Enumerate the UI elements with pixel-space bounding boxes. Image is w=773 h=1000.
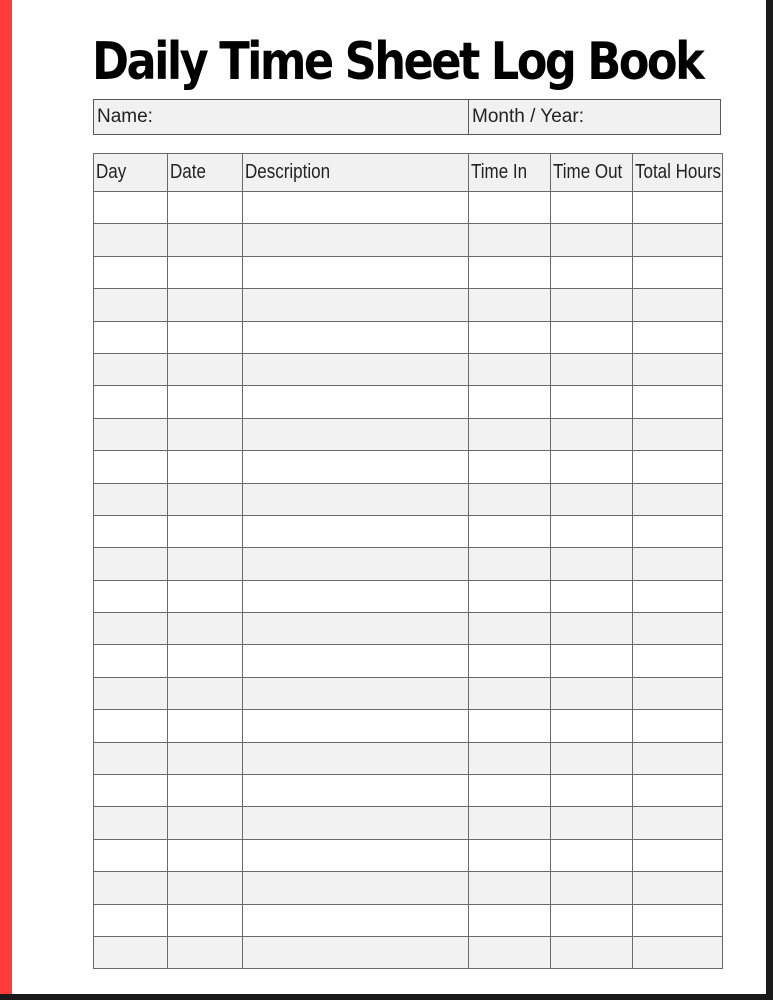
cell-day[interactable] bbox=[94, 353, 168, 385]
cell-total-hours[interactable] bbox=[633, 321, 723, 353]
cell-total-hours[interactable] bbox=[633, 807, 723, 839]
info-bar bbox=[93, 99, 721, 135]
name-label: Name: bbox=[97, 106, 153, 127]
cell-day[interactable] bbox=[94, 742, 168, 774]
cell-total-hours[interactable] bbox=[633, 645, 723, 677]
cell-total-hours[interactable] bbox=[633, 775, 723, 807]
cell-date[interactable] bbox=[168, 936, 243, 968]
cell-time-out[interactable] bbox=[551, 483, 633, 515]
cell-time-in[interactable] bbox=[469, 742, 551, 774]
cell-total-hours[interactable] bbox=[633, 613, 723, 645]
table-row bbox=[94, 353, 723, 385]
cell-description[interactable] bbox=[243, 775, 469, 807]
cell-time-out[interactable] bbox=[551, 936, 633, 968]
cell-time-out[interactable] bbox=[551, 548, 633, 580]
cell-time-in[interactable] bbox=[469, 839, 551, 871]
table-row bbox=[94, 483, 723, 515]
table-row bbox=[94, 645, 723, 677]
cell-description[interactable] bbox=[243, 548, 469, 580]
cell-time-out[interactable] bbox=[551, 904, 633, 936]
cell-day[interactable] bbox=[94, 548, 168, 580]
cell-time-out[interactable] bbox=[551, 353, 633, 385]
table-body bbox=[94, 192, 723, 969]
cell-time-out[interactable] bbox=[551, 289, 633, 321]
cell-date[interactable] bbox=[168, 807, 243, 839]
cell-day[interactable] bbox=[94, 224, 168, 256]
cell-total-hours[interactable] bbox=[633, 224, 723, 256]
cell-time-in[interactable] bbox=[469, 192, 551, 224]
cell-date[interactable] bbox=[168, 904, 243, 936]
cell-day[interactable] bbox=[94, 613, 168, 645]
cell-time-out[interactable] bbox=[551, 645, 633, 677]
cell-date[interactable] bbox=[168, 613, 243, 645]
cell-day[interactable] bbox=[94, 580, 168, 612]
cell-time-in[interactable] bbox=[469, 904, 551, 936]
cell-date[interactable] bbox=[168, 321, 243, 353]
cell-time-out[interactable] bbox=[551, 451, 633, 483]
cell-time-in[interactable] bbox=[469, 321, 551, 353]
table-row bbox=[94, 580, 723, 612]
table-row bbox=[94, 775, 723, 807]
cell-total-hours[interactable] bbox=[633, 904, 723, 936]
cell-day[interactable] bbox=[94, 872, 168, 904]
table-row bbox=[94, 710, 723, 742]
cell-date[interactable] bbox=[168, 256, 243, 288]
cell-total-hours[interactable] bbox=[633, 483, 723, 515]
cell-day[interactable] bbox=[94, 418, 168, 450]
cell-total-hours[interactable] bbox=[633, 386, 723, 418]
cell-total-hours[interactable] bbox=[633, 515, 723, 547]
cell-time-out[interactable] bbox=[551, 192, 633, 224]
cell-date[interactable] bbox=[168, 483, 243, 515]
cell-total-hours[interactable] bbox=[633, 839, 723, 871]
cell-day[interactable] bbox=[94, 321, 168, 353]
month-year-field[interactable] bbox=[469, 100, 720, 134]
cell-total-hours[interactable] bbox=[633, 353, 723, 385]
cell-day[interactable] bbox=[94, 775, 168, 807]
cell-date[interactable] bbox=[168, 645, 243, 677]
table-row bbox=[94, 256, 723, 288]
cell-time-in[interactable] bbox=[469, 483, 551, 515]
cell-date[interactable] bbox=[168, 710, 243, 742]
table-row bbox=[94, 742, 723, 774]
page-title: Daily Time Sheet Log Book bbox=[92, 32, 703, 92]
cell-description[interactable] bbox=[243, 192, 469, 224]
cell-date[interactable] bbox=[168, 677, 243, 709]
table-row bbox=[94, 807, 723, 839]
table-row bbox=[94, 677, 723, 709]
cell-day[interactable] bbox=[94, 904, 168, 936]
table-row bbox=[94, 613, 723, 645]
table-row bbox=[94, 904, 723, 936]
cell-description[interactable] bbox=[243, 224, 469, 256]
cell-date[interactable] bbox=[168, 580, 243, 612]
cell-time-out[interactable] bbox=[551, 613, 633, 645]
table-row bbox=[94, 386, 723, 418]
cell-time-out[interactable] bbox=[551, 742, 633, 774]
table-header-row bbox=[94, 154, 723, 192]
cell-time-out[interactable] bbox=[551, 224, 633, 256]
cell-date[interactable] bbox=[168, 515, 243, 547]
cell-date[interactable] bbox=[168, 386, 243, 418]
cell-time-out[interactable] bbox=[551, 839, 633, 871]
cell-description[interactable] bbox=[243, 515, 469, 547]
column-header-time-out: Time Out bbox=[551, 154, 633, 192]
cell-day[interactable] bbox=[94, 807, 168, 839]
cell-date[interactable] bbox=[168, 353, 243, 385]
cell-time-in[interactable] bbox=[469, 710, 551, 742]
cell-total-hours[interactable] bbox=[633, 451, 723, 483]
cell-time-in[interactable] bbox=[469, 451, 551, 483]
table-row bbox=[94, 548, 723, 580]
cell-time-out[interactable] bbox=[551, 872, 633, 904]
cell-day[interactable] bbox=[94, 936, 168, 968]
cell-time-out[interactable] bbox=[551, 386, 633, 418]
cell-total-hours[interactable] bbox=[633, 548, 723, 580]
month-year-label: Month / Year: bbox=[472, 106, 584, 127]
cell-description[interactable] bbox=[243, 677, 469, 709]
table-row bbox=[94, 192, 723, 224]
table-row bbox=[94, 515, 723, 547]
cell-description[interactable] bbox=[243, 451, 469, 483]
cell-date[interactable] bbox=[168, 451, 243, 483]
cell-day[interactable] bbox=[94, 515, 168, 547]
cell-total-hours[interactable] bbox=[633, 742, 723, 774]
cell-description[interactable] bbox=[243, 710, 469, 742]
cell-day[interactable] bbox=[94, 839, 168, 871]
table-row bbox=[94, 289, 723, 321]
cell-time-in[interactable] bbox=[469, 645, 551, 677]
cell-time-in[interactable] bbox=[469, 807, 551, 839]
table-row bbox=[94, 839, 723, 871]
cell-description[interactable] bbox=[243, 839, 469, 871]
cell-time-in[interactable] bbox=[469, 418, 551, 450]
cell-description[interactable] bbox=[243, 807, 469, 839]
cell-description[interactable] bbox=[243, 289, 469, 321]
cell-day[interactable] bbox=[94, 483, 168, 515]
cell-description[interactable] bbox=[243, 904, 469, 936]
column-header-description: Description bbox=[243, 154, 469, 192]
cell-description[interactable] bbox=[243, 645, 469, 677]
cell-total-hours[interactable] bbox=[633, 289, 723, 321]
cell-total-hours[interactable] bbox=[633, 710, 723, 742]
cell-day[interactable] bbox=[94, 451, 168, 483]
column-header-date: Date bbox=[168, 154, 243, 192]
cell-time-in[interactable] bbox=[469, 224, 551, 256]
cell-time-in[interactable] bbox=[469, 289, 551, 321]
cell-description[interactable] bbox=[243, 321, 469, 353]
table-row bbox=[94, 936, 723, 968]
cell-time-in[interactable] bbox=[469, 677, 551, 709]
cell-day[interactable] bbox=[94, 289, 168, 321]
cell-description[interactable] bbox=[243, 483, 469, 515]
column-header-day: Day bbox=[94, 154, 168, 192]
cell-date[interactable] bbox=[168, 418, 243, 450]
cell-time-out[interactable] bbox=[551, 677, 633, 709]
cell-date[interactable] bbox=[168, 872, 243, 904]
table-row bbox=[94, 872, 723, 904]
cell-time-out[interactable] bbox=[551, 515, 633, 547]
cell-time-out[interactable] bbox=[551, 418, 633, 450]
cell-total-hours[interactable] bbox=[633, 580, 723, 612]
cover-accent-strip bbox=[0, 0, 12, 994]
cell-time-out[interactable] bbox=[551, 807, 633, 839]
cell-date[interactable] bbox=[168, 775, 243, 807]
cell-time-out[interactable] bbox=[551, 710, 633, 742]
cell-description[interactable] bbox=[243, 742, 469, 774]
cell-description[interactable] bbox=[243, 353, 469, 385]
cell-day[interactable] bbox=[94, 677, 168, 709]
cell-total-hours[interactable] bbox=[633, 872, 723, 904]
cell-description[interactable] bbox=[243, 936, 469, 968]
cell-day[interactable] bbox=[94, 710, 168, 742]
cell-date[interactable] bbox=[168, 548, 243, 580]
time-log-table bbox=[93, 153, 723, 969]
cell-time-in[interactable] bbox=[469, 936, 551, 968]
cell-time-in[interactable] bbox=[469, 580, 551, 612]
name-field[interactable] bbox=[94, 100, 469, 134]
cell-day[interactable] bbox=[94, 386, 168, 418]
cell-time-out[interactable] bbox=[551, 775, 633, 807]
cell-day[interactable] bbox=[94, 256, 168, 288]
cell-time-out[interactable] bbox=[551, 321, 633, 353]
cell-time-in[interactable] bbox=[469, 775, 551, 807]
cell-day[interactable] bbox=[94, 645, 168, 677]
cell-description[interactable] bbox=[243, 580, 469, 612]
cell-time-out[interactable] bbox=[551, 580, 633, 612]
cell-time-in[interactable] bbox=[469, 515, 551, 547]
cell-description[interactable] bbox=[243, 613, 469, 645]
cell-date[interactable] bbox=[168, 839, 243, 871]
column-header-total-hours: Total Hours bbox=[633, 154, 723, 192]
cell-time-in[interactable] bbox=[469, 548, 551, 580]
cell-time-in[interactable] bbox=[469, 256, 551, 288]
cell-time-out[interactable] bbox=[551, 256, 633, 288]
cell-date[interactable] bbox=[168, 742, 243, 774]
cell-description[interactable] bbox=[243, 872, 469, 904]
cell-total-hours[interactable] bbox=[633, 677, 723, 709]
cell-date[interactable] bbox=[168, 224, 243, 256]
cell-time-in[interactable] bbox=[469, 353, 551, 385]
cell-description[interactable] bbox=[243, 256, 469, 288]
cell-day[interactable] bbox=[94, 192, 168, 224]
cell-time-in[interactable] bbox=[469, 872, 551, 904]
table-row bbox=[94, 224, 723, 256]
table-row bbox=[94, 451, 723, 483]
cell-time-in[interactable] bbox=[469, 613, 551, 645]
table-row bbox=[94, 321, 723, 353]
cell-date[interactable] bbox=[168, 289, 243, 321]
cell-total-hours[interactable] bbox=[633, 418, 723, 450]
cell-description[interactable] bbox=[243, 418, 469, 450]
cell-description[interactable] bbox=[243, 386, 469, 418]
cell-total-hours[interactable] bbox=[633, 936, 723, 968]
cell-time-in[interactable] bbox=[469, 386, 551, 418]
cell-total-hours[interactable] bbox=[633, 256, 723, 288]
cell-total-hours[interactable] bbox=[633, 192, 723, 224]
cell-date[interactable] bbox=[168, 192, 243, 224]
table-row bbox=[94, 418, 723, 450]
column-header-time-in: Time In bbox=[469, 154, 551, 192]
